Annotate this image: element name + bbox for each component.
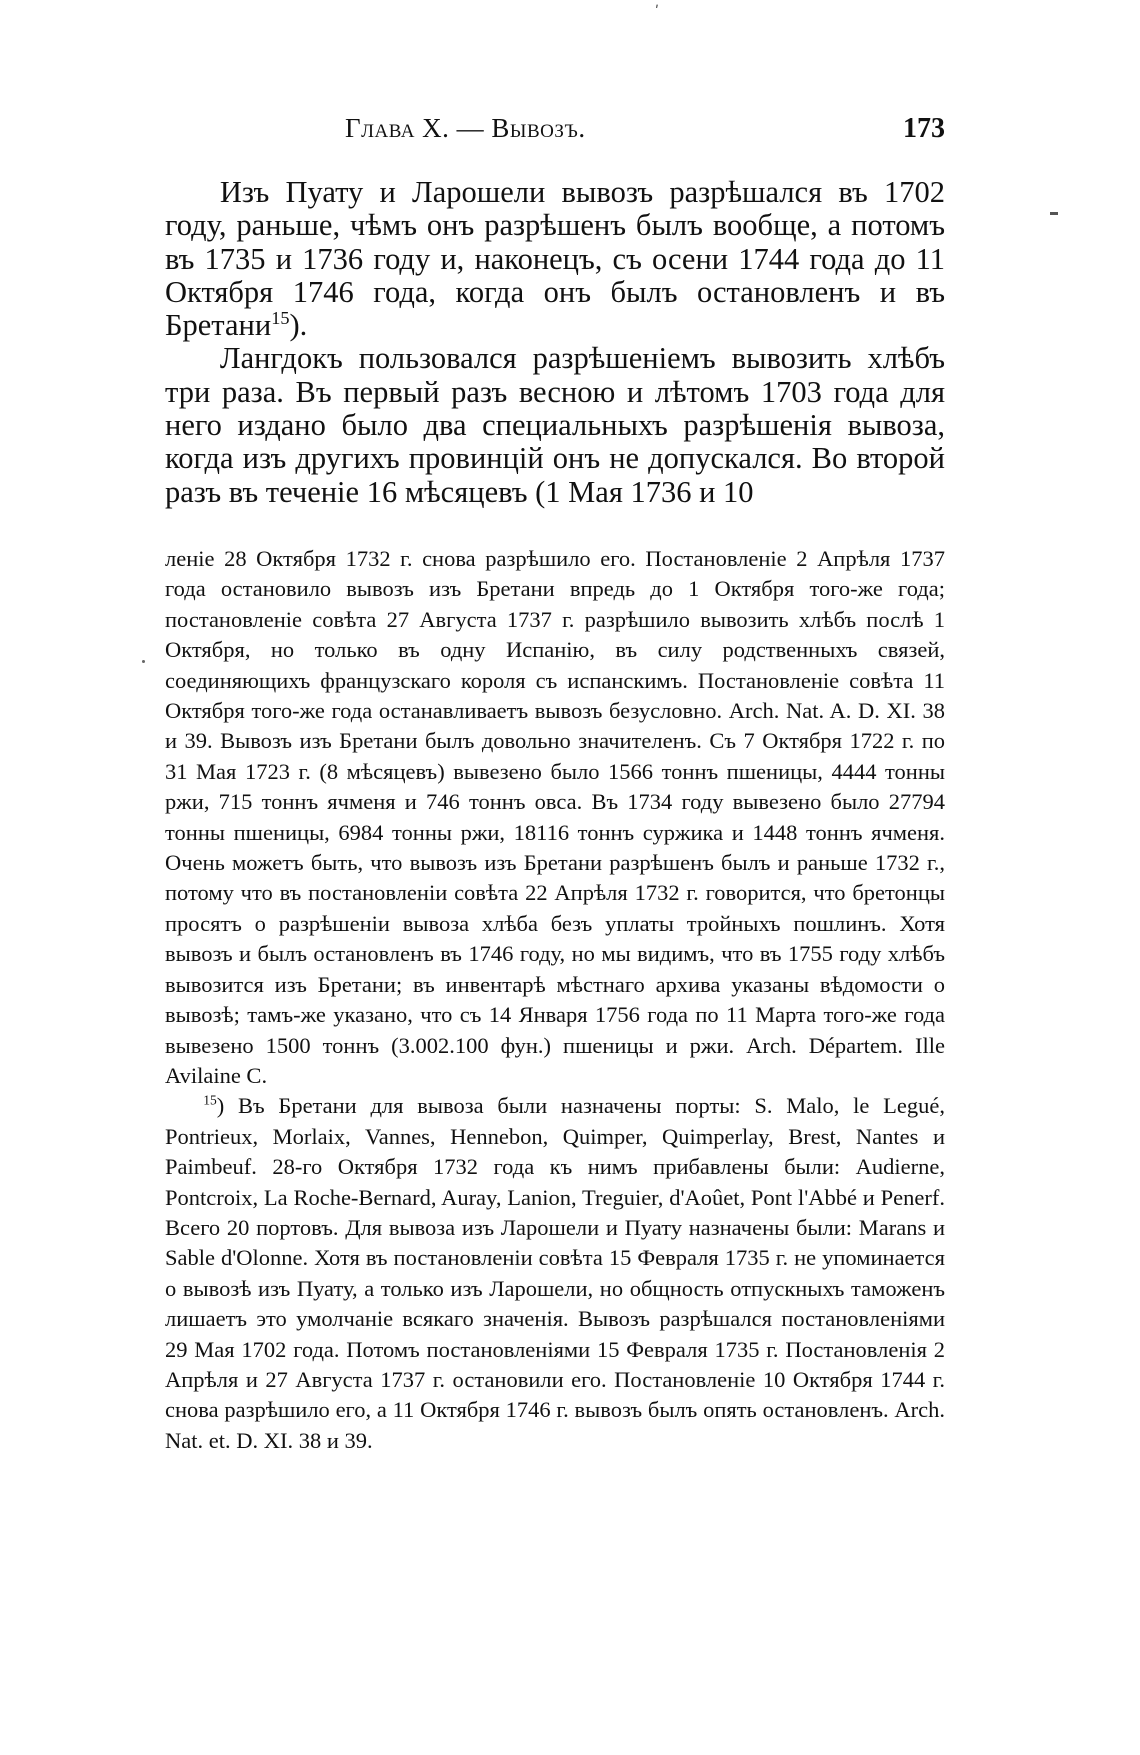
running-head <box>165 113 945 149</box>
footnote-reference: 15 <box>271 308 290 329</box>
stray-mark: ʹ <box>655 4 659 20</box>
running-title: Глава X. — Вывозъ. <box>345 113 586 143</box>
footnote-15 <box>165 1091 945 1456</box>
footnote-continuation <box>165 544 945 1091</box>
footnote-text: леніе 28 Октября 1732 г. снова разрѣшило его. Постановленіе 2 Апрѣля 1737 года остановило вывозъ изъ Бретани впредь до 1 Октября того-же года; постановленіе совѣта 27 Августа 1737 г. разрѣшило вывозить хлѣбъ послѣ 1 Октября, но только въ одну Испанію, въ силу родственныхъ связей, соединяющихъ французскаго короля съ испанскимъ. Постановленіе совѣта 11 Октября того-же года останавливаетъ вывозъ безусловно. Arch. Nat. A. D. XI. 38 и 39. Вывозъ изъ Бретани былъ довольно значителенъ. Съ 7 Октября 1722 г. по 31 Мая 1723 г. (8 мѣсяцевъ) вывезено было 1566 тоннъ пшеницы, 4444 тонны ржи, 715 тоннъ ячменя и 746 тоннъ овса. Въ 1734 году вывезено было 27794 тонны пшеницы, 6984 тонны ржи, 18116 тоннъ суржика и 1448 тоннъ ячменя. Очень можетъ быть, что вывозъ изъ Бретани разрѣшенъ былъ и раньше 1732 г., потому что въ постановленіи совѣта 22 Апрѣля 1732 г. говорится, что бретонцы просятъ о разрѣшеніи вывоза хлѣба безъ уплаты тройныхъ пошлинъ. Хотя вывозъ и былъ остановленъ въ 1746 году, но мы видимъ, что въ 1755 году хлѣбъ вывозится изъ Бретани; въ инвентарѣ мѣстнаго архива указаны вѣдомости о вывозѣ; тамъ-же указано, что съ 14 Января 1756 года по 11 Марта того-же года вывезено 1500 тоннъ (3.002.100 фун.) пшеницы и ржи. Arch. Départem. Ille Avilaine C. <box>165 546 945 1088</box>
page-number: 173 <box>903 113 945 144</box>
footnote-text: ) Въ Бретани для вывоза были назначены порты: S. Malo, le Legué, Pontrieux, Morlaix, Vannes, Hennebon, Quimper, Quimperlay, Brest, Nantes и Paimbeuf. 28-го Октября 1732 года къ нимъ прибавлены были: Audierne, Pontcroix, La Roche-Bernard, Auray, Lanion, Treguier, d'Aoûet, Pont l'Abbé и Penerf. Всего 20 портовъ. Для вывоза изъ Ларошели и Пуату назначены были: Marans и Sable d'Olonne. Хотя въ постановленіи совѣта 15 Февраля 1735 г. не упоминается о вывозѣ изъ Пуату, а только изъ Ларошели, но общность отпускныхъ таможенъ лишаетъ это умолчаніе всякаго значенія. Вывозъ разрѣшался постановленіями 29 Мая 1702 года. Потомъ постановленіями 15 Февраля 1735 г. Постановленія 2 Апрѣля и 27 Августа 1737 г. остановили его. Постановленіе 10 Октября 1744 г. снова разрѣшило его, а 11 Октября 1746 г. вывозъ былъ опять остановленъ. Arch. Nat. et. D. XI. 38 и 39. <box>165 1093 945 1453</box>
margin-mark <box>1050 212 1058 215</box>
footnotes <box>165 544 945 1456</box>
main-paragraph <box>165 176 945 342</box>
paragraph-text: Изъ Пуату и Ларошели вывозъ разрѣшался въ 1702 году, раньше, чѣмъ онъ разрѣшенъ былъ вообще, а потомъ въ 1735 и 1736 году и, наконецъ, съ осени 1744 года до 11 Октября 1746 года, когда онъ былъ остановленъ и въ Бретани <box>165 175 945 343</box>
main-paragraph <box>165 342 945 508</box>
main-text <box>165 176 945 509</box>
footnote-marker: 15 <box>203 1092 217 1108</box>
margin-dot <box>142 660 145 663</box>
paragraph-text: Лангдокъ пользовался разрѣшеніемъ вывозить хлѣбъ три раза. Въ первый разъ весною и лѣтомъ 1703 года для него издано было два специальныхъ разрѣшенія вывоза, когда изъ другихъ провинцій онъ не допускался. Во второй разъ въ теченіе 16 мѣсяцевъ (1 Мая 1736 и 10 <box>165 341 945 509</box>
paragraph-end: ). <box>289 308 308 343</box>
